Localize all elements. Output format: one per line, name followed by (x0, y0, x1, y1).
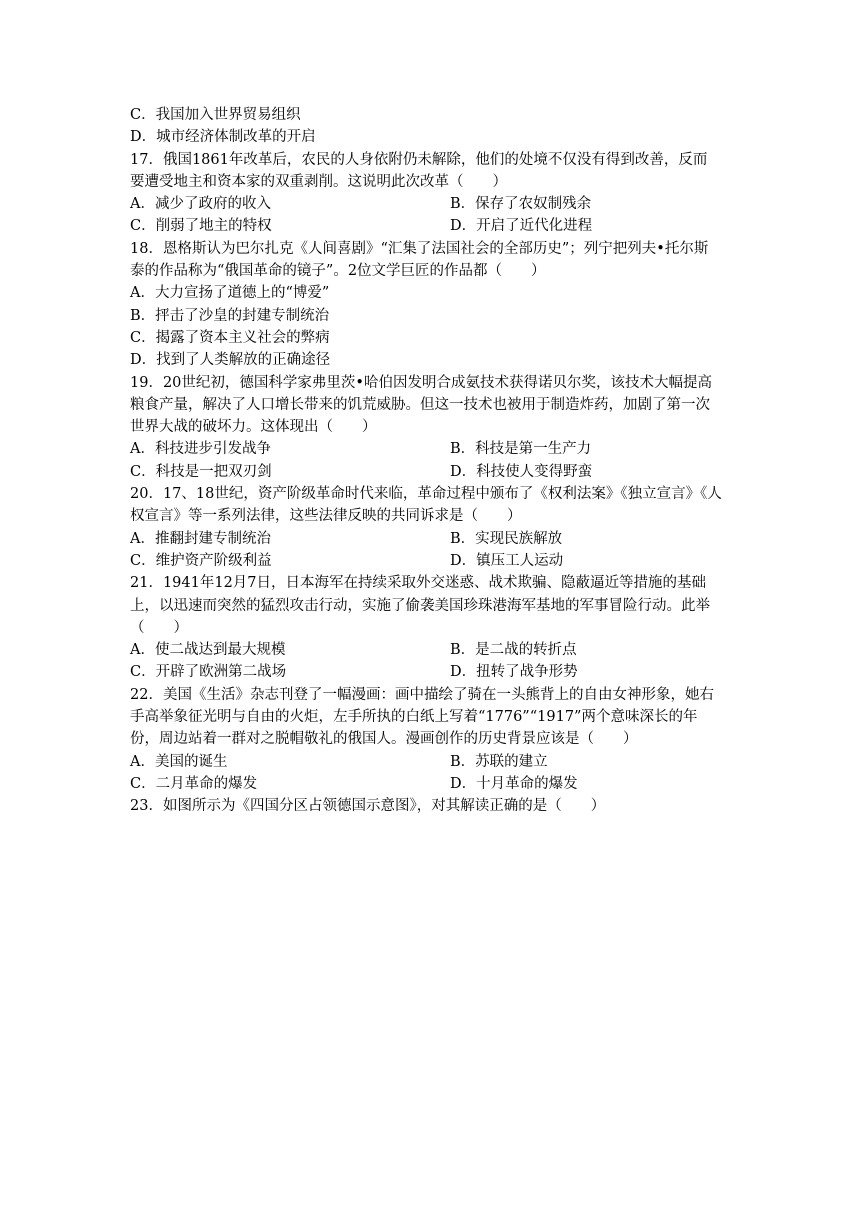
q16-option-c: C．我国加入世界贸易组织 (130, 107, 301, 123)
q22-option-d: D．十月革命的爆发 (450, 775, 578, 792)
q19-options-row-2 (130, 461, 730, 483)
q17-options-row-2 (130, 215, 730, 237)
q18-option-c: C．揭露了资本主义社会的弊病 (130, 329, 330, 346)
q20-stem-line-2: 权宣言》等一系列法律，这些法律反映的共同诉求是（ ） (130, 508, 522, 525)
q20-option-a: A．推翻封建专制统治 (130, 530, 271, 547)
q16-option-d: D．城市经济体制改革的开启 (130, 129, 316, 146)
q18-option-b: B．抨击了沙皇的封建专制统治 (130, 307, 330, 324)
q17-option-c: C．削弱了地主的特权 (130, 218, 272, 235)
q21-stem (130, 572, 730, 639)
q20-options-row-1 (130, 528, 730, 550)
q22-stem-line-1: 22．美国《生活》杂志刊登了一幅漫画：画中描绘了骑在一头熊背上的自由女神形象，她右 (130, 686, 714, 703)
q19-stem-line-3: 世界大战的破坏力。这体现出（ ） (130, 419, 377, 436)
q17-option-a: A．减少了政府的收入 (130, 196, 271, 213)
q21-stem-line-1: 21．1941年12月7日，日本海军在持续采取外交迷惑、战术欺骗、隐蔽逼近等措施的基础 (130, 575, 707, 592)
q22-stem (130, 684, 730, 751)
q19-option-d: D．科技使人变得野蛮 (450, 463, 593, 480)
q21-options-row-1 (130, 639, 730, 661)
q22-options-row-1 (130, 751, 730, 773)
q21-option-a: A．使二战达到最大规模 (130, 642, 286, 659)
q18-stem-line-2: 泰的作品称为“俄国革命的镜子”。2位文学巨匠的作品都（ ） (130, 263, 546, 280)
q21-option-c: C．开辟了欧洲第二战场 (130, 664, 287, 681)
q18-option-a: A．大力宣扬了道德上的“博爱” (130, 285, 330, 302)
q17-option-d: D．开启了近代化进程 (450, 218, 593, 235)
q22-option-b: B．苏联的建立 (450, 753, 548, 770)
q23-stem (130, 795, 730, 817)
q17-stem-line-2: 要遭受地主和资本家的双重剥削。这说明此次改革（ ） (130, 173, 507, 190)
q21-stem-line-2: 上，以迅速而突然的猛烈攻击行动，实施了偷袭美国珍珠港海军基地的军事冒险行动。此举 (130, 597, 710, 614)
q22-stem-line-2: 手高举象征光明与自由的火炬，左手所执的白纸上写着“1776”“1917”两个意味深长的年 (130, 709, 698, 726)
q19-options-row-1 (130, 438, 730, 460)
q21-stem-line-3: （ ） (130, 619, 188, 636)
q18-option-d: D．找到了人类解放的正确途径 (130, 352, 331, 369)
q22-options-row-2 (130, 773, 730, 795)
q19-option-c: C．科技是一把双刃剑 (130, 463, 272, 480)
q20-options-row-2 (130, 550, 730, 572)
q18-stem-line-1: 18．恩格斯认为巴尔扎克《人间喜剧》“汇集了法国社会的全部历史”；列宁把列夫•托尔斯 (130, 240, 709, 257)
q20-stem-line-1: 20．17、18世纪，资产阶级革命时代来临，革命过程中颁布了《权利法案》《独立宣言》《人 (130, 486, 722, 503)
q20-option-c: C．维护资产阶级利益 (130, 552, 272, 569)
q22-option-c: C．二月革命的爆发 (130, 775, 258, 792)
q17-stem (130, 149, 730, 194)
q22-stem-line-3: 份，周边站着一群对之脱帽敬礼的俄国人。漫画创作的历史背景应该是（ ） (130, 731, 638, 748)
q19-stem (130, 372, 730, 439)
q19-stem-line-2: 粮食产量，解决了人口增长带来的饥荒威胁。但这一技术也被用于制造炸药，加剧了第一次 (130, 396, 710, 413)
q17-option-b: B．保存了农奴制残余 (450, 196, 592, 213)
q23-stem-line-1: 23．如图所示为《四国分区占领德国示意图》，对其解读正确的是（ ） (130, 798, 606, 815)
q19-option-a: A．科技进步引发战争 (130, 441, 271, 458)
q18-stem (130, 238, 730, 283)
q20-option-b: B．实现民族解放 (450, 530, 563, 547)
q21-options-row-2 (130, 661, 730, 683)
q17-stem-line-1: 17．俄国1861年改革后，农民的人身依附仍未解除，他们的处境不仅没有得到改善，反而 (130, 151, 708, 168)
question-content (130, 104, 730, 818)
q19-option-b: B．科技是第一生产力 (450, 441, 592, 458)
q20-option-d: D．镇压工人运动 (450, 552, 564, 569)
q22-option-a: A．美国的诞生 (130, 753, 228, 770)
q17-options-row-1 (130, 193, 730, 215)
q21-option-d: D．扭转了战争形势 (450, 664, 578, 681)
q20-stem (130, 483, 730, 528)
q19-stem-line-1: 19．20世纪初，德国科学家弗里茨•哈伯因发明合成氨技术获得诺贝尔奖，该技术大幅提高 (130, 374, 712, 391)
q21-option-b: B．是二战的转折点 (450, 642, 577, 659)
